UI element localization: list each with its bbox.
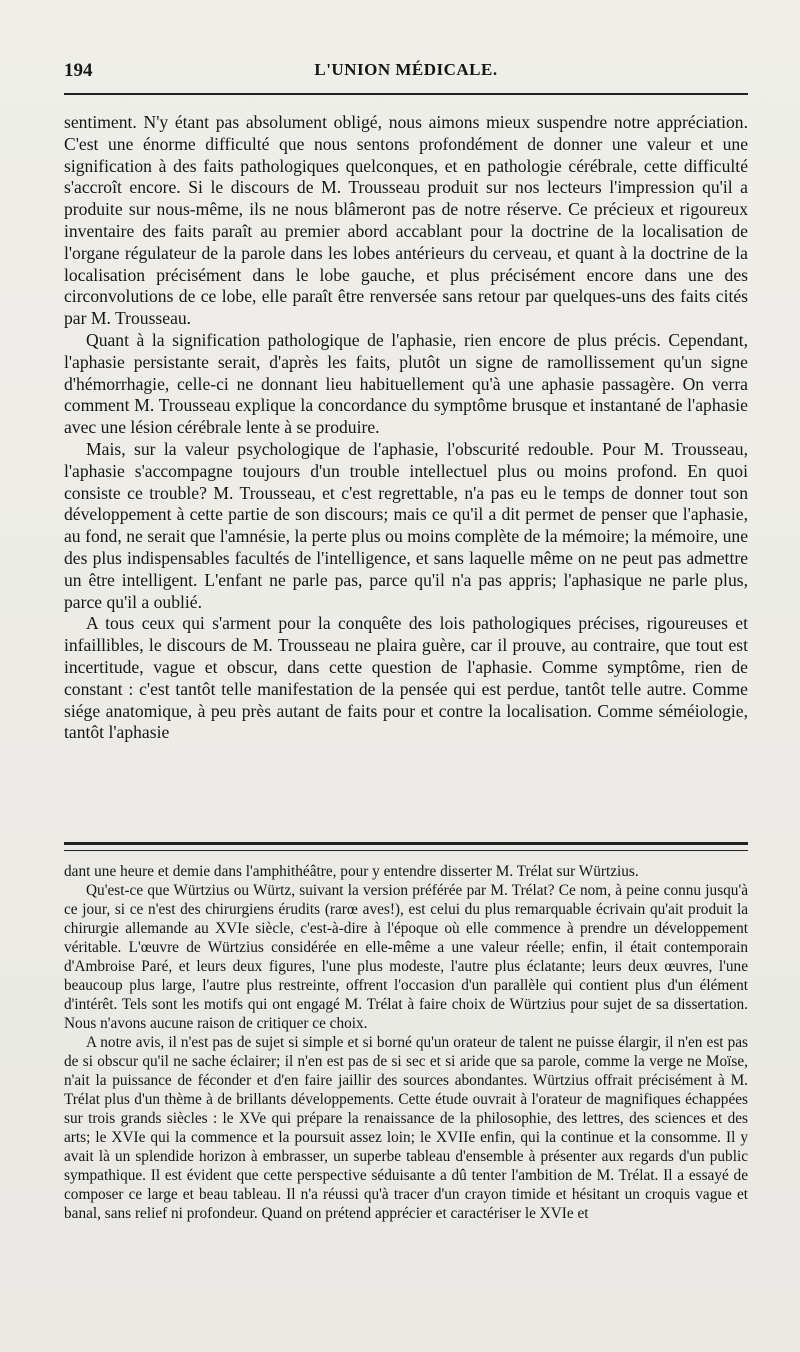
feuilleton-paragraph: A notre avis, il n'est pas de sujet si simple et si borné qu'un orateur de talent ne puisse élargir, il n'en est pas de si obscur qu'il ne sache éclairer; il n'en est pas de si sec et si aride que sa parole, comme la verge ne Moïse, n'ait la puissance de féconder et d'en faire jaillir des sources abondantes. Würtzius offrait précisément à M. Trélat plus d'un thème à de brillants développements. Cette étude ouvrait à l'orateur de magnifiques échappées sur trois grands siècles : le XVe qui prépare la renaissance de la philosophie, des lettres, des sciences et des arts; le XVIe qui la commence et la poursuit assez loin; le XVIIe enfin, qui la continue et la consomme. Il y avait là un splendide horizon à embrasser, un superbe tableau d'ensemble à présenter aux regards d'un public sympathique. Il est évident que cette perspective séduisante a dû tenter l'ambition de M. Trélat. Il a essayé de composer ce large et beau tableau. Il n'a réussi qu'à tracer d'un crayon timide et hésitant un croquis vague et banal, sans relief ni profondeur. Quand on prétend apprécier et caractériser le XVIe et	[64, 1034, 748, 1222]
feuilleton-separator-thin	[64, 850, 748, 851]
article-paragraph: A tous ceux qui s'arment pour la conquête des lois pathologiques précises, rigoureuses et infaillibles, le discours de M. Trousseau ne plaira guère, car il prouve, au contraire, que tout est incertitude, vague et obscur, dans cette question de l'aphasie. Comme symptôme, rien de constant : c'est tantôt telle manifestation de la pensée qui est perdue, tantôt telle autre. Comme siége anatomique, à peu près autant de faits pour et contre la localisation. Comme séméiologie, tantôt l'aphasie	[64, 613, 748, 743]
page-number: 194	[64, 60, 93, 81]
article-paragraph: Mais, sur la valeur psychologique de l'aphasie, l'obscurité redouble. Pour M. Trousseau, l'aphasie s'accompagne toujours d'un trouble intellectuel plus ou moins profond. En quoi consiste ce trouble? M. Trousseau, et c'est regrettable, n'a pas eu le temps de donner tout son développement à cette partie de son discours; mais ce qu'il a dit permet de penser que l'aphasie, au fond, ne serait que l'amnésie, la perte plus ou moins complète de la mémoire; la mémoire, une des plus indispensables facultés de l'intelligence, et sans laquelle même on ne peut pas admettre un être intelligent. L'enfant ne parle pas, parce qu'il n'a pas appris; l'aphasique ne parle plus, parce qu'il a oublié.	[64, 438, 748, 612]
feuilleton-separator-thick	[64, 842, 748, 845]
header-rule	[64, 93, 748, 95]
main-article	[64, 112, 748, 744]
article-paragraph: sentiment. N'y étant pas absolument obligé, nous aimons mieux suspendre notre appréciation. C'est une énorme difficulté que nous sentons profondément de donner une valeur et une signification à des faits pathologiques quelconques, et en pathologie cérébrale, cette difficulté s'accroît encore. Si le discours de M. Trousseau produit sur nos lecteurs l'impression qu'il a produite sur nous-même, ils ne nous blâmeront pas de notre réserve. Ce précieux et rigoureux inventaire des faits paraît au premier abord accablant pour la doctrine de la localisation de l'organe régulateur de la parole dans les lobes antérieurs du cerveau, et quant à la doctrine de la localisation précisément dans le lobe gauche, et plus précisément encore dans une des circonvolutions de ce lobe, elle paraît être renversée sans retour par quelques-uns des faits cités par M. Trousseau.	[64, 112, 748, 329]
feuilleton-paragraph: Qu'est-ce que Würtzius ou Würtz, suivant la version préférée par M. Trélat? Ce nom, à peine connu jusqu'à ce jour, si ce n'est des chirurgiens érudits (rarœ aves!), est celui du plus remarquable écrivain qu'ait produit la chirurgie allemande au XVIe siècle, c'est-à-dire à l'époque où elle commence à prendre un développement véritable. L'œuvre de Würtzius considérée en elle-même a une valeur réelle; enfin, il était contemporain d'Ambroise Paré, et leurs deux figures, l'une plus modeste, l'autre plus éclatante; leurs deux œuvres, l'une beaucoup plus large, l'autre plus restreinte, offrent l'occasion d'un parallèle qui contient plus d'un élément d'intérêt. Tels sont les motifs qui ont engagé M. Trélat à faire choix de Würtzius pour sujet de sa dissertation. Nous n'avons aucune raison de critiquer ce choix.	[64, 882, 748, 1032]
feuilleton-column	[64, 862, 748, 1223]
journal-title: L'UNION MÉDICALE.	[314, 60, 498, 79]
article-paragraph: Quant à la signification pathologique de l'aphasie, rien encore de plus précis. Cependant, l'aphasie persistante serait, d'après les faits, plutôt un signe de ramollissement qu'un signe d'hémorrhagie, celle-ci ne donnant lieu habituellement qu'à une aphasie passagère. On verra comment M. Trousseau explique la concordance du symptôme brusque et instantané de l'aphasie avec une lésion cérébrale lente à se produire.	[64, 329, 748, 438]
page-header	[64, 60, 748, 86]
feuilleton-paragraph: dant une heure et demie dans l'amphithéâtre, pour y entendre disserter M. Trélat sur Würtzius.	[64, 863, 639, 880]
